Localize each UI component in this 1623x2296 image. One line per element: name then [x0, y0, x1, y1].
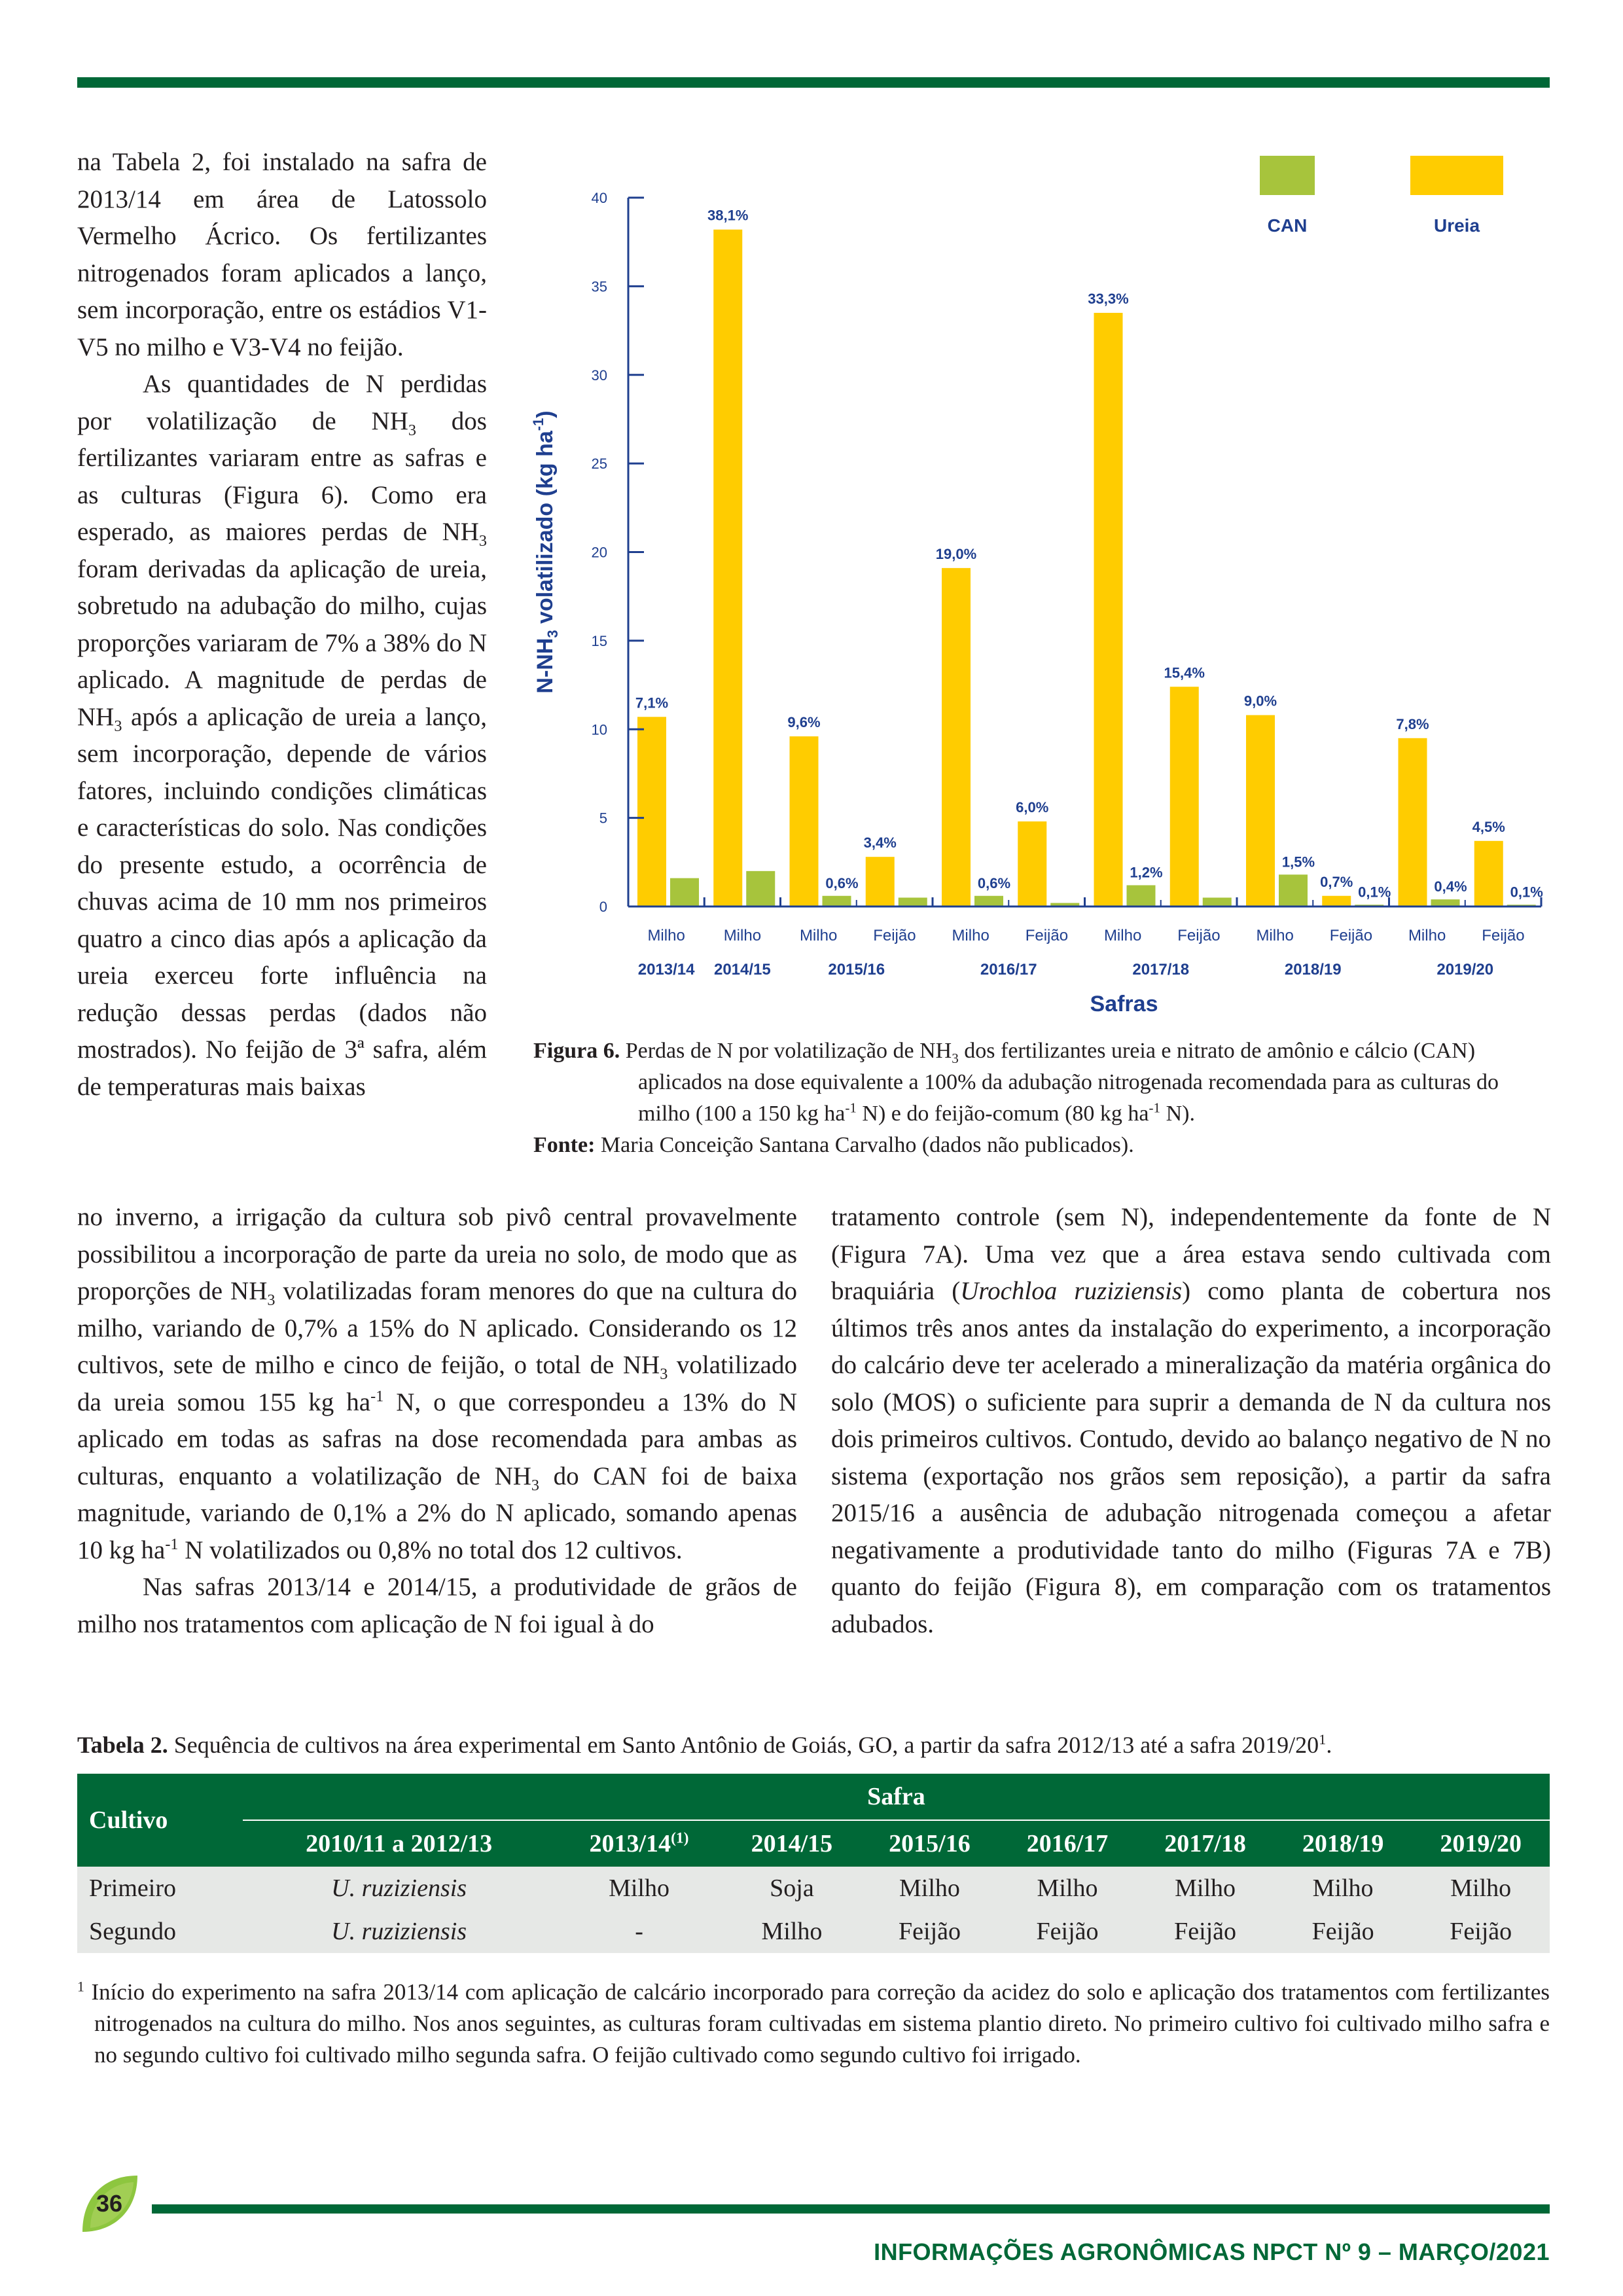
text-column-bottom-right — [831, 1199, 1551, 1643]
table-cell: Milho — [1274, 1867, 1412, 1910]
crop-sequence-table — [77, 1774, 1550, 1953]
table-cell: U. ruziziensis — [243, 1910, 556, 1953]
group-label: 2015/16 — [828, 961, 885, 978]
bar-ureia — [866, 857, 895, 906]
header-safra: Safra — [243, 1774, 1550, 1820]
season-header: 2010/11 a 2012/13 — [243, 1820, 556, 1867]
header-cultivo: Cultivo — [77, 1774, 243, 1867]
bar-can — [1279, 874, 1308, 906]
y-tick-label: 0 — [599, 899, 607, 915]
season-header: 2013/14$^{(1)}$ — [555, 1820, 722, 1867]
x-tick-label: Milho — [723, 927, 762, 944]
data-label-can: 0,1% — [1510, 884, 1543, 901]
data-label-can: 0,1% — [1358, 884, 1391, 901]
bar-ureia — [1474, 841, 1503, 906]
x-tick-label: Feijão — [873, 927, 916, 944]
bar-can — [746, 871, 775, 906]
group-label: 2014/15 — [713, 961, 771, 978]
paragraph: na Tabela 2, foi instalado na safra de 2013/14 em área de Latossolo Vermelho Ácrico. Os fertilizantes nitrogenados foram aplicados a lanço, sem incorporação, entre os estádios V1-V5 no milho e V3-V4 no feijão. — [77, 148, 487, 361]
table-cell: Feijão — [1274, 1910, 1412, 1953]
legend-label-can: CAN — [1267, 215, 1308, 236]
table-cell: Milho — [999, 1867, 1137, 1910]
legend-label-ureia: Ureia — [1433, 215, 1480, 236]
bar-ureia — [1094, 313, 1123, 906]
paragraph: tratamento controle (sem N), independentemente da fonte de N (Figura 7A). Uma vez que a área estava sendo cultivada com braquiária (Urochloa ruziziensis) como planta de cobertura nos últimos três anos antes da instalação do experimento, a incorporação do calcário deve ter acelerado a mineralização da matéria orgânica do solo (MOS) o suficiente para suprir a demanda de N da cultura nos dois primeiros cultivos. Contudo, devido ao balanço negativo de N no sistema (exportação nos grãos sem reposição), a partir da safra 2015/16 a ausência de adubação nitrogenada começou a afetar negativamente a produtividade tanto do milho (Figuras 7A e 7B) quanto do feijão (Figura 8), em comparação com os tratamentos adubados. — [831, 1203, 1551, 1638]
figure-label: Figura 6. — [533, 1039, 620, 1063]
table-row — [77, 1910, 1550, 1953]
paragraph: no inverno, a irrigação da cultura sob pivô central provavelmente possibilitou a incorporação de parte da ureia no solo, de modo que as proporções de $NH_3$ volatilizadas foram menores do que na cultura do milho, variando de 0,7% a 15% do N aplicado. Considerando os 12 cultivos, sete de milho e cinco de feijão, o total de $NH_3$ volatilizado da ureia somou 155 kg $ha^{-1}$ N, o que correspondeu a 13% do N aplicado em todas as safras na dose recomendada para ambas as culturas, enquanto a volatilização de $NH_3$ do CAN foi de baixa magnitude, variando de 0,1% a 2% do N aplicado, somando apenas 10 kg $ha^{-1}$ N volatilizados ou 0,8% no total dos 12 cultivos. — [77, 1203, 798, 1564]
y-tick-label: 20 — [591, 544, 607, 561]
data-label-ureia: 9,6% — [787, 714, 821, 731]
x-tick-label: Milho — [1103, 927, 1142, 944]
group-label: 2016/17 — [980, 961, 1037, 978]
y-tick-label: 35 — [591, 278, 607, 295]
table-cell: Milho — [1136, 1867, 1274, 1910]
y-tick-label: 40 — [591, 190, 607, 206]
y-tick-label: 25 — [591, 456, 607, 473]
bar-can — [670, 878, 699, 906]
data-label-can: 1,2% — [1130, 864, 1163, 881]
x-tick-label: Milho — [1256, 927, 1294, 944]
table-cell: Feijão — [999, 1910, 1137, 1953]
season-header: 2016/17 — [999, 1820, 1137, 1867]
data-label-ureia: 33,3% — [1088, 290, 1129, 307]
data-label-ureia: 7,8% — [1396, 715, 1429, 732]
table-cell: Soja — [723, 1867, 861, 1910]
bar-can — [1127, 886, 1156, 906]
y-axis-title: $N-NH_3$ volatilizado (kg $ha^{-1}$) — [530, 410, 561, 694]
data-label-ureia: 6,0% — [1016, 799, 1049, 816]
journal-title: INFORMAÇÕES AGRONÔMICAS NPCT Nº 9 – MARÇO/2021 — [874, 2238, 1550, 2265]
data-label-can: 0,6% — [977, 874, 1011, 891]
data-label-ureia: 0,7% — [1320, 873, 1353, 890]
x-tick-label: Milho — [1408, 927, 1446, 944]
data-label-ureia: 38,1% — [707, 207, 749, 224]
x-tick-label: Feijão — [1177, 927, 1221, 944]
bar-can — [974, 896, 1003, 906]
table-cell: - — [555, 1910, 722, 1953]
bar-ureia — [1018, 821, 1046, 906]
text-column-left — [77, 144, 487, 1105]
group-label: 2017/18 — [1132, 961, 1190, 978]
paragraph: As quantidades de N perdidas por volatilização de $NH_3$ dos fertilizantes variaram entre as safras e as culturas (Figura 6). Como era esperado, as maiores perdas de $NH_3$ foram derivadas da aplicação de ureia, sobretudo na adubação do milho, cujas proporções variaram de 7% a 38% do N aplicado. A magnitude de perdas de $NH_3$ após a aplicação de ureia a lanço, sem incorporação, depende de vários fatores, incluindo condições climáticas e características do solo. Nas condições do presente estudo, a ocorrência de chuvas acima de 10 mm nos primeiros quatro a cinco dias após a aplicação da ureia exerceu forte influência na redução dessas perdas (dados não mostrados). No feijão de 3ª safra, além de temperaturas mais baixas — [77, 370, 487, 1101]
data-label-ureia: 4,5% — [1472, 818, 1505, 835]
source-label: Fonte: — [533, 1133, 596, 1157]
data-label-ureia: 15,4% — [1164, 664, 1205, 681]
header-rule — [77, 77, 1550, 88]
x-tick-label: Milho — [952, 927, 990, 944]
bar-ureia — [713, 230, 742, 906]
bar-ureia — [790, 736, 819, 906]
x-axis-title: Safras — [1090, 992, 1158, 1016]
data-label-can: 0,6% — [825, 874, 859, 891]
bar-ureia — [1246, 715, 1275, 906]
footer-rule — [152, 2204, 1550, 2214]
bar-can — [823, 896, 851, 906]
figure-caption: Figura 6. Perdas de N por volatilização de $NH_3$ dos fertilizantes ureia e nitrato de amônio e cálcio (CAN) aplicados na dose equivalente a 100% da adubação nitrogenada recomendada para as culturas do milho (100 a 150 kg $ha^{-1}$ N) e do feijão-comum (80 kg $ha^{-1}$ N). Fonte: Maria Conceição Santana Carvalho (dados não publicados). — [533, 1039, 1499, 1157]
season-header: 2015/16 — [861, 1820, 999, 1867]
x-tick-label: Milho — [647, 927, 685, 944]
text-column-bottom-left — [77, 1199, 797, 1643]
table-cell: Feijão — [1412, 1910, 1550, 1953]
y-tick-label: 30 — [591, 367, 607, 384]
y-tick-label: 10 — [591, 721, 607, 738]
x-tick-label: Feijão — [1025, 927, 1069, 944]
data-label-ureia: 19,0% — [935, 545, 977, 562]
table-caption: Tabela 2. Sequência de cultivos na área experimental em Santo Antônio de Goiás, GO, a partir da safra 2012/13 até a safra $2019/20^1$. — [77, 1731, 1332, 1758]
bar-ureia — [1322, 896, 1351, 906]
bar-ureia — [942, 568, 971, 906]
data-label-ureia: 9,0% — [1243, 692, 1277, 709]
season-header: 2019/20 — [1412, 1820, 1550, 1867]
bar-can — [1431, 899, 1460, 906]
season-header: 2014/15 — [723, 1820, 861, 1867]
table-footnote: $^1$ Início do experimento na safra 2013/14 com aplicação de calcário incorporado para correção da acidez do solo e aplicação dos tratamentos com fertilizantes nitrogenados na cultura do milho. Nos anos seguintes, as culturas foram cultivadas em sistema plantio direto. No primeiro cultivo foi cultivado milho safra e no segundo cultivo foi cultivado milho segunda safra. O feijão cultivado como segundo cultivo foi irrigado. — [77, 1979, 1550, 2068]
x-tick-label: Feijão — [1482, 927, 1525, 944]
figure-6-chart — [510, 144, 1558, 1021]
group-label: 2019/20 — [1436, 961, 1494, 978]
table-cell: Feijão — [861, 1910, 999, 1953]
table-cell: Milho — [861, 1867, 999, 1910]
bar-ureia — [1170, 687, 1199, 906]
legend-swatch-can — [1260, 156, 1315, 195]
table-cell: U. ruziziensis — [243, 1867, 556, 1910]
page-number: 36 — [96, 2190, 123, 2217]
source-text: Maria Conceição Santana Carvalho (dados não publicados). — [595, 1133, 1134, 1157]
bar-can — [899, 897, 927, 906]
data-label-ureia: 3,4% — [863, 834, 897, 852]
row-label: Primeiro — [77, 1867, 243, 1910]
legend-swatch-ureia — [1410, 156, 1503, 195]
x-tick-label: Feijão — [1329, 927, 1373, 944]
x-tick-label: Milho — [799, 927, 838, 944]
bar-ureia — [637, 717, 666, 906]
group-label: 2018/19 — [1284, 961, 1342, 978]
group-label: 2013/14 — [637, 961, 695, 978]
bar-chart — [510, 144, 1558, 1021]
season-header: 2018/19 — [1274, 1820, 1412, 1867]
table-cell: Milho — [723, 1910, 861, 1953]
bar-can — [1203, 897, 1232, 906]
data-label-ureia: 7,1% — [635, 694, 669, 711]
data-label-can: 1,5% — [1281, 853, 1315, 870]
season-header: 2017/18 — [1136, 1820, 1274, 1867]
table-cell: Feijão — [1136, 1910, 1274, 1953]
bar-ureia — [1399, 738, 1427, 906]
table-cell: Milho — [555, 1867, 722, 1910]
data-label-can: 0,4% — [1434, 878, 1467, 895]
table-cell: Milho — [1412, 1867, 1550, 1910]
paragraph: Nas safras 2013/14 e 2014/15, a produtividade de grãos de milho nos tratamentos com aplicação de N foi igual à do — [77, 1573, 797, 1638]
row-label: Segundo — [77, 1910, 243, 1953]
y-tick-label: 5 — [599, 810, 607, 827]
y-tick-label: 15 — [591, 632, 607, 649]
table-row — [77, 1867, 1550, 1910]
